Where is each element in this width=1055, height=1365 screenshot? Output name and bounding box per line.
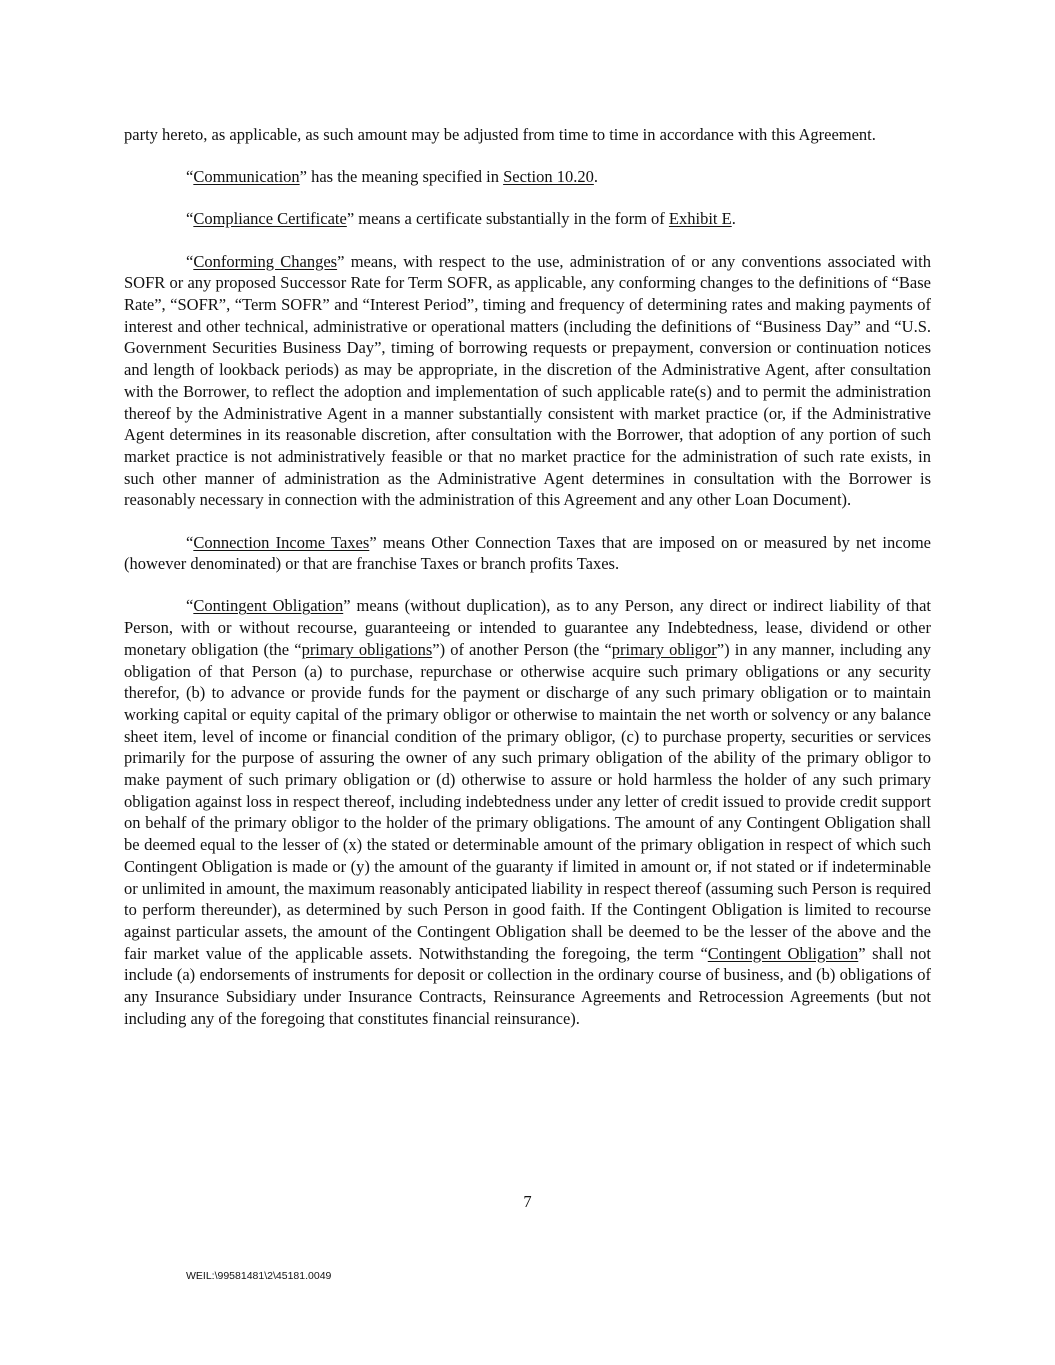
definition-compliance-certificate	[124, 208, 931, 230]
defined-term-contingent-obligation-repeat: Contingent Obligation	[707, 943, 859, 963]
exhibit-reference: Exhibit E	[668, 209, 732, 229]
footer-document-id: WEIL:\99581481\2\45181.0049	[186, 1270, 332, 1282]
defined-term-compliance-certificate: Compliance Certificate	[193, 209, 347, 229]
definition-end: .	[731, 209, 736, 229]
definition-text: ” means, with respect to the use, administration of or any conventions associated with SOFR or any proposed Successor Rate for Term SOFR, as applicable, any conforming changes to the definitions of “Base Rate”, “SOFR”, “Term SOFR” and “Interest Period”, timing and frequency of determining rates and making payments of interest and other technical, administrative or operational matters (including the definitions of “Business Day” and “U.S. Government Securities Business Day”, timing of borrowing requests or prepayment, conversion or continuation notices and length of lookback periods) as may be appropriate, in the discretion of the Administrative Agent, after consultation with the Borrower, to reflect the adoption and implementation of such applicable rate(s) and to permit the administration thereof by the Administrative Agent in a manner substantially consistent with market practice (or, if the Administrative Agent determines in its reasonable discretion, after consultation with the Borrower, that adoption of any portion of such market practice is not administratively feasible or that no market practice for the administration of such rate exists, in such other manner of administration as the Administrative Agent determines in consultation with the Borrower is reasonably necessary in connection with the administration of this Agreement and any other Loan Document).	[124, 251, 931, 510]
definition-contingent-obligation	[124, 595, 931, 1029]
defined-term-primary-obligor: primary obligor	[611, 639, 717, 659]
quote-open: “	[186, 251, 194, 271]
document-body	[124, 124, 931, 1050]
definition-text: ” has the meaning specified in	[299, 167, 504, 187]
definition-end: .	[593, 167, 598, 187]
definition-text: ” means Other Connection Taxes that are imposed on or measured by net income (however denominated) or that are franchise Taxes or branch profits Taxes.	[124, 532, 932, 574]
definition-text: ” means (without duplication), as to any Person, any direct or indirect liability of that Person, with or without recourse, guaranteeing or intended to guarantee any Indebtedness, lease, dividend or other monetary obligation (the “	[124, 596, 931, 659]
defined-term-communication: Communication	[193, 167, 300, 187]
definition-communication	[124, 166, 931, 188]
definition-text: ” shall not include (a) endorsements of instruments for deposit or collection in the ordinary course of business, and (b) obligations of any Insurance Subsidiary under Insurance Contracts, Reinsurance Agreements and Retrocession Agreements (but not including any of the foregoing that constitutes financial reinsurance).	[124, 943, 931, 1028]
defined-term-connection-income-taxes: Connection Income Taxes	[193, 532, 370, 552]
definition-text: ”) in any manner, including any obligation of that Person (a) to purchase, repurchase or otherwise acquire such primary obligations or any security therefor, (b) to advance or provide funds for the payment or discharge of any such primary obligation or to maintain working capital or equity capital of the primary obligor or otherwise to maintain the net worth or solvency or any balance sheet item, level of income or financial condition of the primary obligor, (c) to purchase property, securities or services primarily for the purpose of assuring the owner of any such primary obligation of the ability of the primary obligor to make payment of such primary obligation or (d) otherwise to assure or hold harmless the holder of any such primary obligation against loss in respect thereof, including indebtedness under any letter of credit issued to provide credit support on behalf of the primary obligor to the holder of the primary obligations. The amount of any Contingent Obligation shall be deemed equal to the lesser of (x) the stated or determinable amount of the primary obligation in respect of which such Contingent Obligation is made or (y) the amount of the guaranty if limited in amount or, if not stated or if indeterminable or unlimited in amount, the maximum reasonably anticipated liability in respect thereof (assuming such Person is required to perform thereunder), as determined by such Person in good faith. If the Contingent Obligation is limited to recourse against particular assets, the amount of the Contingent Obligation shall be deemed to be the lesser of the above and the fair market value of the applicable assets. Notwithstanding the foregoing, the term “	[124, 639, 931, 963]
carryover-paragraph: party hereto, as applicable, as such amount may be adjusted from time to time in accordance with this Agreement.	[124, 125, 876, 144]
defined-term-conforming-changes: Conforming Changes	[193, 251, 338, 271]
quote-open: “	[186, 596, 194, 616]
quote-open: “	[186, 167, 194, 187]
definition-text: ” means a certificate substantially in the form of	[346, 209, 669, 229]
section-reference: Section 10.20	[503, 167, 594, 187]
defined-term-contingent-obligation: Contingent Obligation	[193, 596, 344, 616]
definition-text: ”) of another Person (the “	[432, 639, 612, 659]
quote-open: “	[186, 532, 194, 552]
definition-conforming-changes	[124, 251, 931, 511]
definition-connection-income-taxes	[124, 532, 931, 575]
page-number: 7	[523, 1192, 532, 1211]
defined-term-primary-obligations: primary obligations	[301, 639, 433, 659]
quote-open: “	[186, 209, 194, 229]
